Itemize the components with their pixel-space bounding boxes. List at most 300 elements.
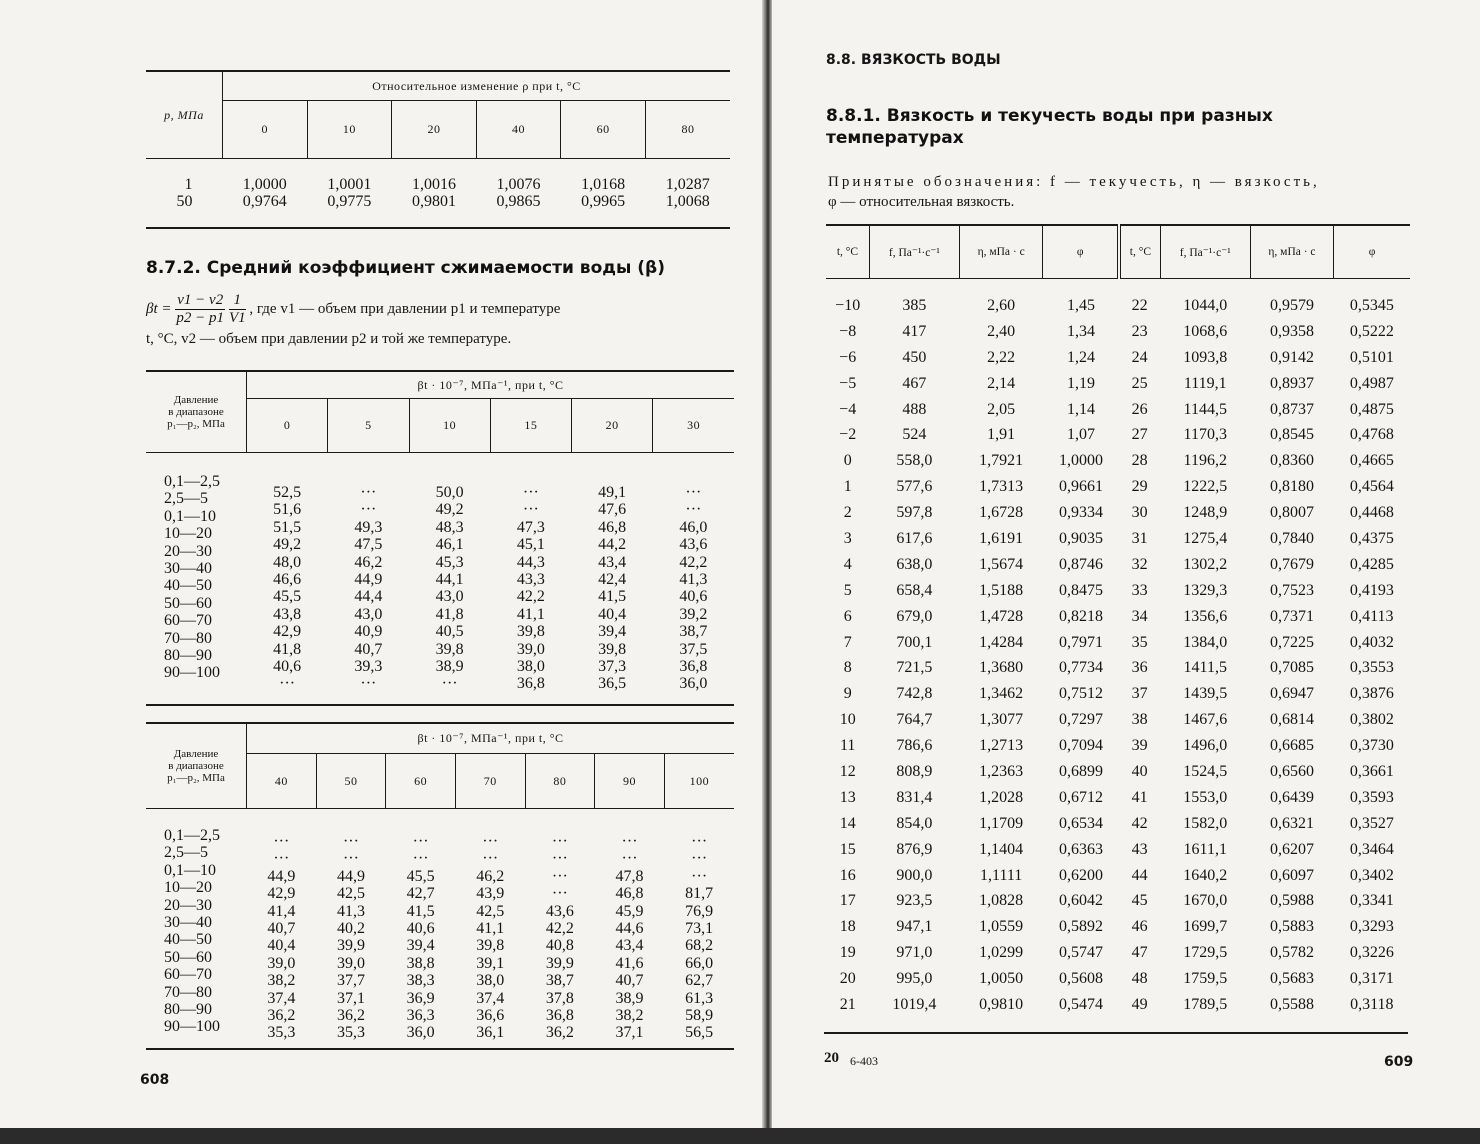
viscosity-cell: 0,8360: [1269, 452, 1314, 470]
viscosity-cell: 1,0299: [979, 944, 1024, 962]
viscosity-cell: 47: [1131, 944, 1148, 962]
viscosity-cell: 1170,3: [1183, 426, 1227, 444]
viscosity-cell: 0,4665: [1349, 452, 1394, 470]
viscosity-cell: 638,0: [896, 555, 933, 573]
table-row: [826, 707, 1410, 733]
viscosity-cell: 0,5101: [1349, 348, 1394, 366]
viscosity-cell: 8: [843, 659, 852, 677]
table-row: [826, 422, 1410, 448]
viscosity-cell: 1,45: [1066, 296, 1095, 314]
table-row: [826, 319, 1410, 345]
viscosity-cell: 34: [1131, 607, 1148, 625]
viscosity-header-cell: φ: [1334, 225, 1410, 279]
compressibility-table-1: [146, 370, 734, 706]
viscosity-cell: 1,14: [1066, 400, 1095, 418]
formula-numerator-2: 1: [229, 292, 246, 310]
viscosity-header-cell: t, °C: [1119, 225, 1160, 279]
viscosity-cell: −2: [839, 426, 857, 444]
viscosity-cell: 2,22: [987, 348, 1016, 366]
viscosity-cell: 1,3077: [979, 711, 1024, 729]
viscosity-cell: 0,7840: [1269, 529, 1314, 547]
viscosity-header-cell: η, мПа · с: [959, 225, 1042, 279]
viscosity-cell: 0,7085: [1269, 659, 1314, 677]
viscosity-cell: 6: [843, 607, 852, 625]
viscosity-cell: 44: [1131, 866, 1148, 884]
temperature-header-cell: 10: [409, 399, 490, 453]
viscosity-cell: 25: [1131, 374, 1148, 392]
temperature-header-cell: 40: [247, 754, 317, 809]
viscosity-cell: 0,5608: [1058, 970, 1103, 988]
formula-denominator-2: V1: [228, 310, 246, 326]
viscosity-cell: 21: [839, 995, 856, 1013]
viscosity-cell: 1789,5: [1183, 995, 1228, 1013]
viscosity-cell: 0,7734: [1058, 659, 1103, 677]
viscosity-cell: 971,0: [896, 944, 933, 962]
viscosity-cell: 1,5674: [979, 555, 1024, 573]
viscosity-cell: 0,6534: [1058, 814, 1103, 832]
relative-change-header: Относительное изменение ρ при t, °C: [223, 71, 731, 101]
viscosity-cell: 558,0: [896, 452, 933, 470]
footer-signature: 20: [824, 1050, 839, 1066]
range-column-header: Давление в диапазоне p₁—p₂, МПа: [146, 371, 247, 453]
viscosity-cell: 24: [1131, 348, 1148, 366]
table-row: [826, 785, 1410, 811]
viscosity-cell: 0,5474: [1058, 995, 1103, 1013]
viscosity-cell: 0,5747: [1058, 944, 1103, 962]
beta-column-2: ··· ··· 45,5 42,7 41,5 40,6 39,4 38,8 38,3 36,9 36,3 36,0: [406, 833, 435, 1042]
range-values-2: 0,1—2,5 2,5—5 0,1—10 10—20 20—30 30—40 40—50 50—60 60—70 70—80 80—90 90—100: [164, 827, 220, 1036]
viscosity-cell: 36: [1131, 659, 1148, 677]
viscosity-cell: 0,3293: [1349, 918, 1394, 936]
rel-value-cell: 1,0016 0,9801: [411, 175, 456, 210]
viscosity-cell: 12: [839, 762, 856, 780]
running-head: 8.8. ВЯЗКОСТЬ ВОДЫ: [826, 52, 1001, 68]
viscosity-cell: 1,0559: [979, 918, 1024, 936]
viscosity-cell: 0,6200: [1058, 866, 1103, 884]
viscosity-cell: 721,5: [896, 659, 933, 677]
viscosity-cell: 1,0828: [979, 892, 1024, 910]
viscosity-cell: 10: [839, 711, 856, 729]
viscosity-cell: 450: [902, 348, 927, 366]
viscosity-cell: 786,6: [896, 737, 933, 755]
page-number-left: 608: [140, 1072, 170, 1088]
table-row: [826, 552, 1410, 578]
viscosity-cell: 0,5988: [1269, 892, 1314, 910]
beta-column-2: ··· ··· ··· 81,7 76,9 73,1 68,2 66,0 62,7 61,3 58,9 56,5: [685, 833, 714, 1042]
viscosity-cell: 0,7371: [1269, 607, 1314, 625]
notation-line-2: φ — относительная вязкость.: [828, 194, 1015, 210]
viscosity-cell: 1,3462: [979, 685, 1024, 703]
viscosity-cell: 1,3680: [979, 659, 1024, 677]
viscosity-cell: 40: [1131, 762, 1148, 780]
relative-density-table: [146, 70, 730, 229]
beta-header: βt · 10⁻⁷, МПа⁻¹, при t, °C: [247, 371, 735, 399]
viscosity-cell: 0,8218: [1058, 607, 1103, 625]
temperature-header-cell: 100: [664, 754, 734, 809]
viscosity-cell: 0,4032: [1349, 633, 1394, 651]
viscosity-cell: 1496,0: [1183, 737, 1228, 755]
viscosity-cell: 1611,1: [1183, 840, 1227, 858]
beta-column: 49,1 47,6 46,8 44,2 43,4 42,4 41,5 40,4 39,4 39,8 37,3 36,5: [598, 484, 627, 693]
table-row: [826, 630, 1410, 656]
range-column-header-2: Давление в диапазоне p₁—p₂, МПа: [146, 723, 247, 809]
viscosity-cell: 0,3527: [1349, 814, 1394, 832]
viscosity-cell: 1439,5: [1183, 685, 1228, 703]
viscosity-cell: 2,14: [987, 374, 1016, 392]
viscosity-cell: 1248,9: [1183, 504, 1228, 522]
beta-column: ··· ··· 49,3 47,5 46,2 44,9 44,4 43,0 40,9 40,7 39,3 ···: [354, 484, 383, 693]
viscosity-cell: 41: [1131, 788, 1148, 806]
viscosity-cell: 1329,3: [1183, 581, 1228, 599]
table-row: [826, 888, 1410, 914]
viscosity-table: [826, 224, 1410, 1018]
viscosity-cell: 1,0050: [979, 970, 1024, 988]
viscosity-cell: 1044,0: [1183, 296, 1228, 314]
viscosity-cell: 1302,2: [1183, 555, 1228, 573]
viscosity-cell: 1,1709: [979, 814, 1024, 832]
viscosity-cell: 0,6363: [1058, 840, 1103, 858]
right-page: [772, 0, 1480, 1128]
viscosity-cell: 0,3593: [1349, 788, 1394, 806]
viscosity-cell: 9: [843, 685, 852, 703]
section-title-viscosity-1: 8.8.1. Вязкость и текучесть воды при разных: [826, 106, 1273, 126]
viscosity-cell: 45: [1131, 892, 1148, 910]
beta-column-2: ··· ··· 44,9 42,5 41,3 40,2 39,9 39,0 37,7 37,1 36,2 35,3: [336, 833, 365, 1042]
viscosity-cell: 0,4285: [1349, 555, 1394, 573]
viscosity-cell: 39: [1131, 737, 1148, 755]
viscosity-cell: 0,6042: [1058, 892, 1103, 910]
rel-value-cell: 1,0076 0,9865: [496, 175, 541, 210]
viscosity-cell: 808,9: [896, 762, 933, 780]
page-number-right: 609: [1384, 1054, 1414, 1070]
viscosity-cell: 0,3730: [1349, 737, 1394, 755]
table-row: [826, 345, 1410, 371]
notation-paragraph: [828, 172, 1418, 212]
temperature-header-cell: 70: [455, 754, 525, 809]
viscosity-cell: 42: [1131, 814, 1148, 832]
viscosity-cell: 1729,5: [1183, 944, 1228, 962]
viscosity-header-cell: η, мПа · с: [1250, 225, 1333, 279]
viscosity-cell: 0,9661: [1058, 478, 1103, 496]
viscosity-header-cell: t, °C: [836, 246, 859, 258]
beta-column-2: ··· ··· 44,9 42,9 41,4 40,7 40,4 39,0 38,2 37,4 36,2 35,3: [267, 833, 296, 1042]
viscosity-cell: 0,8475: [1058, 581, 1103, 599]
beta-column: 52,5 51,6 51,5 49,2 48,0 46,6 45,5 43,8 42,9 41,8 40,6 ···: [273, 484, 302, 693]
viscosity-cell: 947,1: [896, 918, 933, 936]
viscosity-cell: 37: [1131, 685, 1148, 703]
viscosity-cell: 764,7: [896, 711, 933, 729]
viscosity-cell: 0,3876: [1349, 685, 1394, 703]
viscosity-cell: 0,9358: [1269, 322, 1314, 340]
viscosity-cell: 0,5345: [1349, 296, 1394, 314]
table-row: [826, 604, 1410, 630]
viscosity-cell: 1,2028: [979, 788, 1024, 806]
viscosity-cell: 0,4113: [1350, 607, 1394, 625]
viscosity-cell: 0,6899: [1058, 762, 1103, 780]
viscosity-cell: 28: [1131, 452, 1148, 470]
viscosity-cell: 0,8746: [1058, 555, 1103, 573]
table-row: [826, 681, 1410, 707]
pressure-column-header: p, МПа: [146, 71, 223, 159]
table-row: [826, 448, 1410, 474]
viscosity-cell: 597,8: [896, 504, 933, 522]
viscosity-cell: 0,5588: [1269, 995, 1314, 1013]
viscosity-cell: −8: [839, 322, 857, 340]
viscosity-cell: 742,8: [896, 685, 933, 703]
viscosity-cell: 1,7921: [979, 452, 1024, 470]
pressure-values: 1 50: [176, 175, 193, 210]
temperature-header-cell: 15: [490, 399, 571, 453]
viscosity-cell: 385: [902, 296, 927, 314]
viscosity-cell: 0,6947: [1269, 685, 1314, 703]
viscosity-cell: 1019,4: [892, 995, 937, 1013]
beta-column-2: ··· ··· ··· ··· 43,6 42,2 40,8 39,9 38,7 37,8 36,8 36,2: [545, 833, 574, 1042]
viscosity-cell: 3: [843, 529, 852, 547]
viscosity-cell: 0,3341: [1349, 892, 1394, 910]
range-values: 0,1—2,5 2,5—5 0,1—10 10—20 20—30 30—40 40—50 50—60 60—70 70—80 80—90 90—100: [164, 473, 220, 682]
viscosity-cell: 1411,5: [1183, 659, 1227, 677]
viscosity-cell: 1,1404: [979, 840, 1024, 858]
viscosity-cell: 1384,0: [1183, 633, 1228, 651]
viscosity-cell: 0: [843, 452, 852, 470]
viscosity-cell: 16: [839, 866, 856, 884]
temperature-header-cell: 0: [247, 399, 328, 453]
viscosity-cell: 1,91: [987, 426, 1016, 444]
table-row: [826, 578, 1410, 604]
viscosity-cell: 33: [1131, 581, 1148, 599]
viscosity-cell: 876,9: [896, 840, 933, 858]
table-row: [826, 837, 1410, 863]
table-row: [826, 526, 1410, 552]
viscosity-cell: 0,8545: [1269, 426, 1314, 444]
table-row: [826, 966, 1410, 992]
viscosity-cell: 1,5188: [979, 581, 1024, 599]
temperature-header-cell: 80: [525, 754, 595, 809]
viscosity-cell: 13: [839, 788, 856, 806]
viscosity-cell: 1640,2: [1183, 866, 1228, 884]
rel-value-cell: 1,0287 1,0068: [665, 175, 710, 210]
viscosity-cell: 0,6207: [1269, 840, 1314, 858]
viscosity-cell: 617,6: [896, 529, 933, 547]
viscosity-cell: 0,6685: [1269, 737, 1314, 755]
viscosity-cell: 0,4875: [1349, 400, 1394, 418]
viscosity-cell: 0,7225: [1269, 633, 1314, 651]
viscosity-cell: 23: [1131, 322, 1148, 340]
viscosity-cell: 831,4: [896, 788, 933, 806]
formula-text-1: , где v1 — объем при давлении p1 и температуре: [249, 300, 561, 317]
table-bottom-rule: [824, 1032, 1408, 1034]
viscosity-cell: 30: [1131, 504, 1148, 522]
formula-lhs: βt =: [146, 300, 172, 317]
viscosity-cell: −10: [835, 296, 861, 314]
viscosity-cell: 0,4375: [1349, 529, 1394, 547]
formula-fraction: [175, 292, 225, 327]
section-title-compressibility: 8.7.2. Средний коэффициент сжимаемости воды (β): [146, 258, 665, 278]
beta-column: ··· ··· 46,0 43,6 42,2 41,3 40,6 39,2 38,7 37,5 36,8 36,0: [679, 484, 708, 693]
viscosity-cell: 0,3402: [1349, 866, 1394, 884]
viscosity-cell: 0,6097: [1269, 866, 1314, 884]
viscosity-cell: 11: [839, 737, 856, 755]
viscosity-cell: 0,7512: [1058, 685, 1103, 703]
notation-line-1: Принятые обозначения: f — текучесть, η — вязкость,: [828, 174, 1320, 190]
table-row: [826, 914, 1410, 940]
viscosity-cell: 467: [902, 374, 927, 392]
temperature-header-cell: 80: [645, 101, 730, 159]
viscosity-cell: 18: [839, 918, 856, 936]
table-row: [826, 733, 1410, 759]
viscosity-cell: 1,4728: [979, 607, 1024, 625]
viscosity-cell: 4: [843, 555, 852, 573]
viscosity-cell: 0,7679: [1269, 555, 1314, 573]
table-row: [826, 371, 1410, 397]
formula-text-2: t, °C, v2 — объем при давлении p2 и той же температуре.: [146, 331, 512, 347]
viscosity-cell: 0,4468: [1349, 504, 1394, 522]
viscosity-cell: 17: [839, 892, 856, 910]
viscosity-cell: 20: [839, 970, 856, 988]
viscosity-cell: 26: [1131, 400, 1148, 418]
viscosity-cell: 1,4284: [979, 633, 1024, 651]
viscosity-cell: 0,4193: [1349, 581, 1394, 599]
viscosity-cell: 854,0: [896, 814, 933, 832]
temperature-header-cell: 5: [328, 399, 409, 453]
viscosity-cell: 31: [1131, 529, 1148, 547]
viscosity-cell: 0,3553: [1349, 659, 1394, 677]
viscosity-cell: 0,5883: [1269, 918, 1314, 936]
beta-column-2: ··· ··· 46,2 43,9 42,5 41,1 39,8 39,1 38,0 37,4 36,6 36,1: [476, 833, 505, 1042]
viscosity-cell: 1699,7: [1183, 918, 1228, 936]
table-row: [826, 655, 1410, 681]
viscosity-cell: −6: [839, 348, 857, 366]
table-row: [826, 397, 1410, 423]
viscosity-cell: 0,6814: [1269, 711, 1314, 729]
viscosity-cell: 0,6712: [1058, 788, 1103, 806]
rel-value-cell: 1,0001 0,9775: [327, 175, 372, 210]
viscosity-cell: 22: [1131, 296, 1148, 314]
temperature-header-cell: 90: [595, 754, 665, 809]
viscosity-cell: 0,9810: [979, 995, 1024, 1013]
viscosity-cell: 1068,6: [1183, 322, 1228, 340]
book-gutter: [762, 0, 772, 1144]
viscosity-cell: 658,4: [896, 581, 933, 599]
viscosity-cell: 0,5683: [1269, 970, 1314, 988]
temperature-header-cell: 30: [653, 399, 734, 453]
temperature-header-cell: 20: [572, 399, 653, 453]
scan-bottom-edge: [0, 1128, 1480, 1144]
viscosity-cell: 14: [839, 814, 856, 832]
beta-column: 50,0 49,2 48,3 46,1 45,3 44,1 43,0 41,8 40,5 39,8 38,9 ···: [435, 484, 464, 693]
rel-value-cell: 1,0000 0,9764: [242, 175, 287, 210]
viscosity-cell: 49: [1131, 995, 1148, 1013]
viscosity-cell: 0,7523: [1269, 581, 1314, 599]
viscosity-cell: 995,0: [896, 970, 933, 988]
viscosity-cell: 1119,1: [1183, 374, 1227, 392]
viscosity-header-cell: φ: [1043, 225, 1119, 279]
beta-header-2: βt · 10⁻⁷, МПа⁻¹, при t, °C: [247, 723, 735, 754]
viscosity-cell: 0,6439: [1269, 788, 1314, 806]
viscosity-cell: 1759,5: [1183, 970, 1228, 988]
viscosity-cell: 1670,0: [1183, 892, 1228, 910]
viscosity-cell: 15: [839, 840, 856, 858]
viscosity-cell: 417: [902, 322, 927, 340]
viscosity-cell: 0,9334: [1058, 504, 1103, 522]
viscosity-cell: 577,6: [896, 478, 933, 496]
viscosity-cell: 1524,5: [1183, 762, 1228, 780]
viscosity-cell: 0,5222: [1349, 322, 1394, 340]
viscosity-cell: 1,1111: [980, 866, 1023, 884]
viscosity-cell: 0,9142: [1269, 348, 1314, 366]
viscosity-cell: 0,5892: [1058, 918, 1103, 936]
viscosity-cell: 1,7313: [979, 478, 1024, 496]
viscosity-cell: 19: [839, 944, 856, 962]
viscosity-cell: 0,4987: [1349, 374, 1394, 392]
viscosity-cell: 46: [1131, 918, 1148, 936]
viscosity-cell: 1,6728: [979, 504, 1024, 522]
table-row: [826, 940, 1410, 966]
beta-column-2: ··· ··· 47,8 46,8 45,9 44,6 43,4 41,6 40,7 38,9 38,2 37,1: [615, 833, 644, 1042]
viscosity-cell: 700,1: [896, 633, 933, 651]
viscosity-cell: 1,34: [1066, 322, 1095, 340]
viscosity-cell: 35: [1131, 633, 1148, 651]
formula-paragraph: [146, 292, 736, 351]
table-row: [826, 279, 1410, 319]
temperature-header-cell: 0: [223, 101, 308, 159]
viscosity-header-cell: f, Па⁻¹·с⁻¹: [1160, 225, 1250, 279]
viscosity-cell: 0,7971: [1058, 633, 1103, 651]
temperature-header-cell: 50: [316, 754, 386, 809]
viscosity-cell: 0,3118: [1350, 995, 1394, 1013]
viscosity-cell: 2,05: [987, 400, 1016, 418]
viscosity-cell: 1222,5: [1183, 478, 1228, 496]
viscosity-cell: −5: [839, 374, 857, 392]
viscosity-cell: 1,19: [1066, 374, 1095, 392]
viscosity-cell: 5: [843, 581, 852, 599]
viscosity-cell: 1,0000: [1058, 452, 1103, 470]
viscosity-cell: 0,8180: [1269, 478, 1314, 496]
viscosity-cell: 524: [902, 426, 927, 444]
viscosity-cell: 0,8007: [1269, 504, 1314, 522]
temperature-header-cell: 10: [307, 101, 392, 159]
viscosity-cell: 2,40: [987, 322, 1016, 340]
viscosity-cell: 1: [843, 478, 852, 496]
viscosity-cell: 1,2713: [979, 737, 1024, 755]
viscosity-cell: 29: [1131, 478, 1148, 496]
table-row: [826, 500, 1410, 526]
beta-column: ··· ··· 47,3 45,1 44,3 43,3 42,2 41,1 39,8 39,0 38,0 36,8: [516, 484, 545, 693]
viscosity-cell: 1144,5: [1183, 400, 1227, 418]
viscosity-cell: 43: [1131, 840, 1148, 858]
viscosity-cell: 1356,6: [1183, 607, 1228, 625]
temperature-header-cell: 60: [561, 101, 646, 159]
viscosity-cell: 0,4768: [1349, 426, 1394, 444]
viscosity-cell: 0,3226: [1349, 944, 1394, 962]
viscosity-cell: 1,07: [1066, 426, 1095, 444]
formula-fraction-2: [229, 292, 246, 327]
temperature-header-cell: 60: [386, 754, 456, 809]
viscosity-cell: 923,5: [896, 892, 933, 910]
viscosity-cell: 0,6560: [1269, 762, 1314, 780]
viscosity-cell: 1,6191: [979, 529, 1024, 547]
viscosity-cell: 0,3171: [1349, 970, 1394, 988]
viscosity-cell: 0,3464: [1349, 840, 1394, 858]
viscosity-cell: −4: [839, 400, 857, 418]
viscosity-cell: 1,24: [1066, 348, 1095, 366]
viscosity-cell: 0,3661: [1349, 762, 1394, 780]
viscosity-cell: 0,9579: [1269, 296, 1314, 314]
table-row: [826, 474, 1410, 500]
viscosity-cell: 0,7297: [1058, 711, 1103, 729]
viscosity-cell: 7: [843, 633, 852, 651]
viscosity-cell: 1,2363: [979, 762, 1024, 780]
